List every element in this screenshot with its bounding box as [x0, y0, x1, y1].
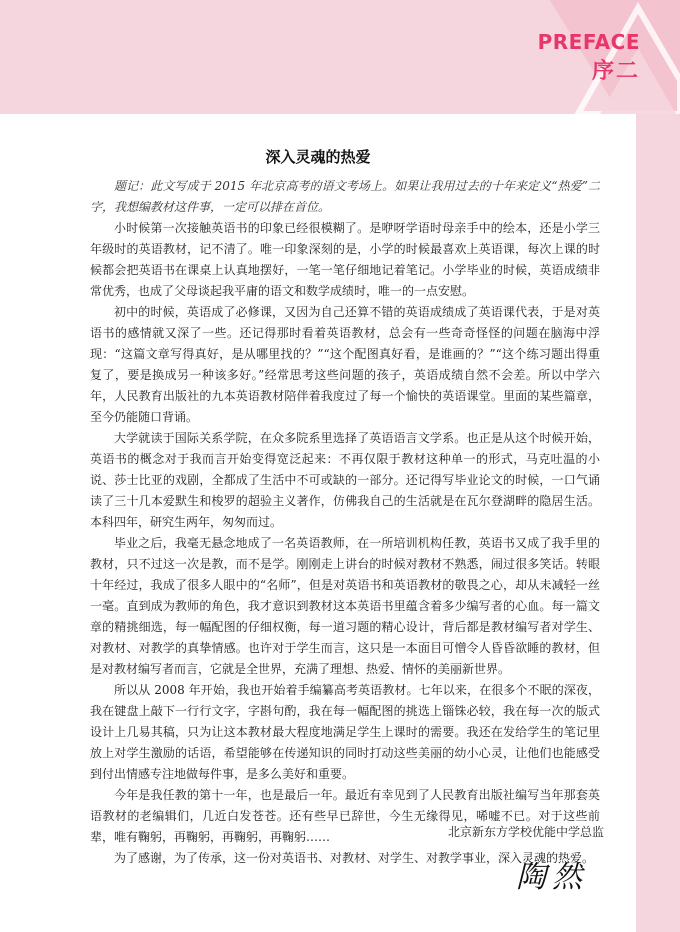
right-margin-band — [636, 114, 680, 932]
paragraph: 所以从 2008 年开始，我也开始着手编纂高考英语教材。七年以来，在很多个不眠的深夜，我在键盘上敲下一行行文字，字斟句酌，我在每一幅配图的挑选上锱铢必较，我在每一次的版式设计上几易其稿，只为让这本教材最大程度地满足学生上课时的需要。我还在发给学生的笔记里放上对学生激励的话语，希望能够在传递知识的同时打动这些美丽的幼小心灵，让他们也能感受到付出情感专注地做每件事，是多么美好和重要。 — [90, 683, 600, 781]
paragraph: 初中的时候，英语成了必修课，又因为自己还算不错的英语成绩成了英语课代表，于是对英语书的感情就又深了一些。还记得那时看着英语教材，总会有一些奇奇怪怪的问题在脑海中浮现：“这篇文章写得真好，是从哪里找的？”“这个配图真好看，是谁画的？”“这个练习题出得重复了，要是换成另一种该多好。”经常思考这些问题的孩子，英语成绩自然不会差。所以中学六年，人民教育出版社的九本英语教材陪伴着我度过了每一个愉快的英语课堂。里面的某些篇章，至今仍能随口背诵。 — [90, 305, 600, 424]
paragraph: 为了感谢，为了传承，这一份对英语书、对教材、对学生、对教学事业，深入灵魂的热爱。 — [114, 851, 595, 865]
paragraph: 毕业之后，我毫无悬念地成了一名英语教师，在一所培训机构任教，英语书又成了我手里的教材，只不过这一次是教，而不是学。刚刚走上讲台的时候对教材不熟悉，闹过很多笑话。转眼十年经过，我成了很多人眼中的“名师”，但是对英语书和英语教材的敬畏之心，却从未减轻一丝一毫。直到成为教师的角色，我才意识到教材这本英语书里蕴含着多少编写者的心血。每一篇文章的精挑细选，每一幅配图的仔细权衡，每一道习题的精心设计，背后都是教材编写者对学生、对教材、对教学的真挚情感。也许对于学生而言，这只是一本面目可憎令人昏昏欲睡的教材，但是对教材编写者而言，它就是全世界，充满了理想、热爱、情怀的美丽新世界。 — [90, 536, 600, 676]
paragraph: 大学就读于国际关系学院，在众多院系里选择了英语语言文学系。也正是从这个时候开始，英语书的概念对于我而言开始变得宽泛起来：不再仅限于教材这种单一的形式，马克吐温的小说、莎士比亚的戏剧，全都成了生活中不可或缺的一部分。还记得写毕业论文的时候，一口气诵读了三十几本爱默生和梭罗的超验主义著作，仿佛我自己的生活就是在瓦尔登湖畔的隐居生活。本科四年，研究生两年，匆匆而过。 — [90, 431, 600, 529]
triangle-decoration-icon — [500, 0, 680, 114]
paragraph: 小时候第一次接触英语书的印象已经很模糊了。是咿呀学语时母亲手中的绘本，还是小学三年级时的英语教材，记不清了。唯一印象深刻的是，小学的时候最喜欢上英语课，每次上课的时候都会把英语书在课桌上认真地摆好，一笔一笔仔细地记着笔记。小学毕业的时候，英语成绩非常优秀，也成了父母谈起我平庸的语文和数学成绩时，唯一的一点安慰。 — [90, 221, 600, 298]
signature-name: 陶然 — [516, 860, 588, 895]
paragraph: 今年是我任教的第十一年，也是最后一年。最近有幸见到了人民教育出版社编写当年那套英语教材的老编辑们，几近白发苍苍。还有些早已辞世，今生无缘得见，唏嘘不已。对于这些前辈，唯有鞠躬，再鞠躬，再鞠躬，再鞠躬…… — [90, 788, 600, 844]
article-body — [90, 176, 600, 869]
preface-label: PREFACE — [537, 30, 640, 54]
signature-organization: 北京新东方学校优能中学总监 — [447, 825, 604, 839]
article-title: 深入灵魂的热爱 — [265, 148, 371, 166]
article-intro: 题记：此文写成于 2015 年北京高考的语文考场上。如果让我用过去的十年来定义“热爱”二字，我想编教材这件事，一定可以排在首位。 — [90, 179, 600, 214]
preface-number-label: 序二 — [591, 59, 640, 84]
